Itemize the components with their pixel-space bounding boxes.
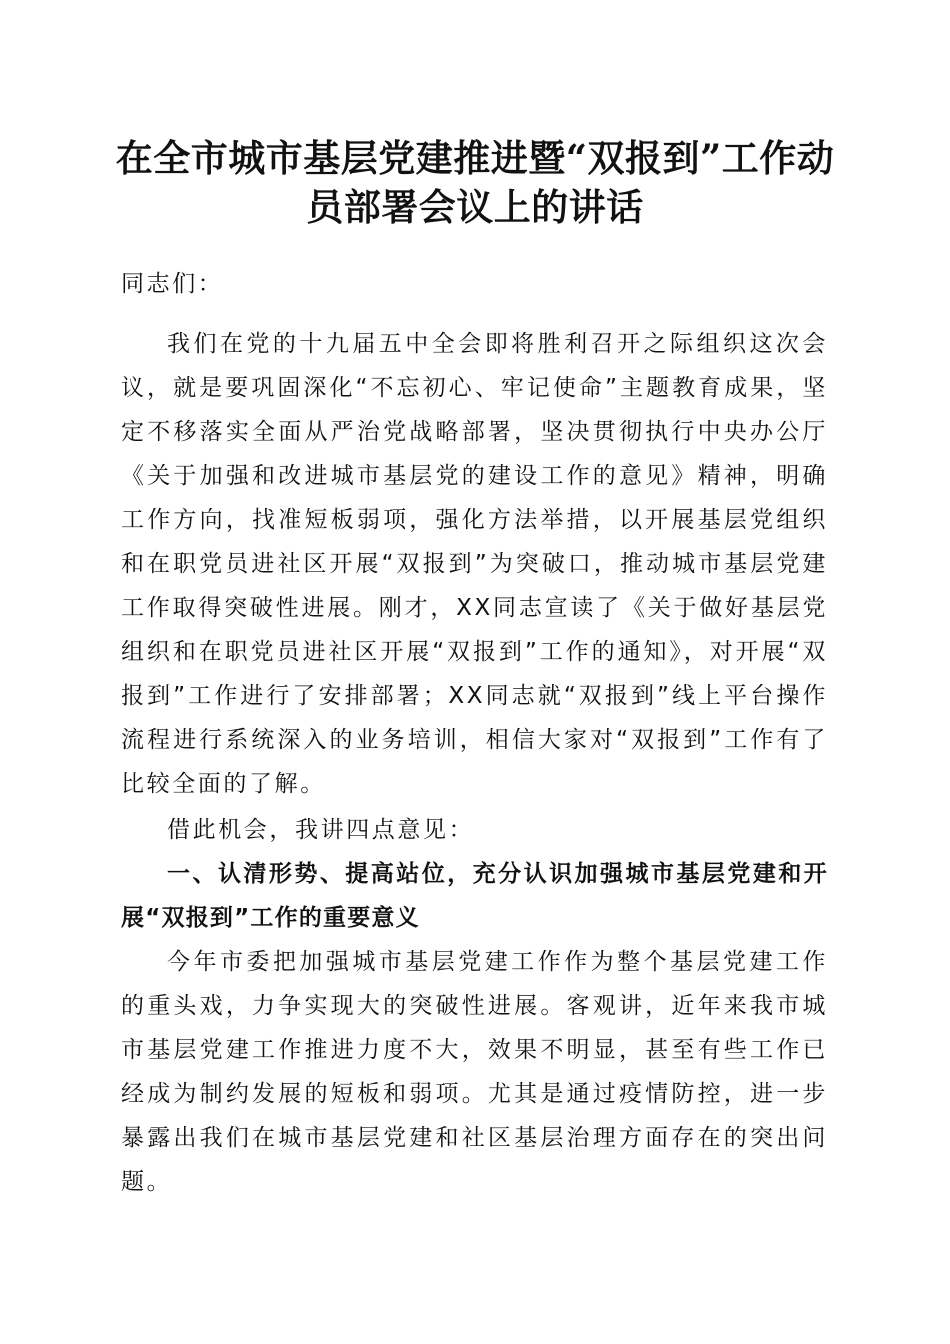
opinions-intro-paragraph: 借此机会，我讲四点意见： — [167, 817, 475, 843]
section-heading-1: 一、认清形势、提高站位，充分认识加强城市基层党建和开展“双报到”工作的重要意义 — [121, 861, 828, 931]
intro-paragraph: 我们在党的十九届五中全会即将胜利召开之际组织这次会议，就是要巩固深化“不忘初心、牢记使命”主题教育成果，坚定不移落实全面从严治党战略部署，坚决贯彻执行中央办公厅《关于加强和改进城市基层党的建设工作的意见》精神，明确工作方向，找准短板弱项，强化方法举措，以开展基层党组织和在职党员进社区开展“双报到”为突破口，推动城市基层党建工作取得突破性进展。刚才，XX同志宣读了《关于做好基层党组织和在职党员进社区开展“双报到”工作的通知》，对开展“双报到”工作进行了安排部署；XX同志就“双报到”线上平台操作流程进行系统深入的业务培训，相信大家对“双报到”工作有了比较全面的了解。 — [121, 331, 828, 797]
salutation: 同志们： — [121, 271, 224, 297]
section-1-paragraph: 今年市委把加强城市基层党建工作作为整个基层党建工作的重头戏，力争实现大的突破性进展。客观讲，近年来我市城市基层党建工作推进力度不大，效果不明显，甚至有些工作已经成为制约发展的短板和弱项。尤其是通过疫情防控，进一步暴露出我们在城市基层党建和社区基层治理方面存在的突出问题。 — [121, 949, 828, 1195]
document-title: 在全市城市基层党建推进暨“双报到”工作动员部署会议上的讲话 — [115, 136, 835, 229]
